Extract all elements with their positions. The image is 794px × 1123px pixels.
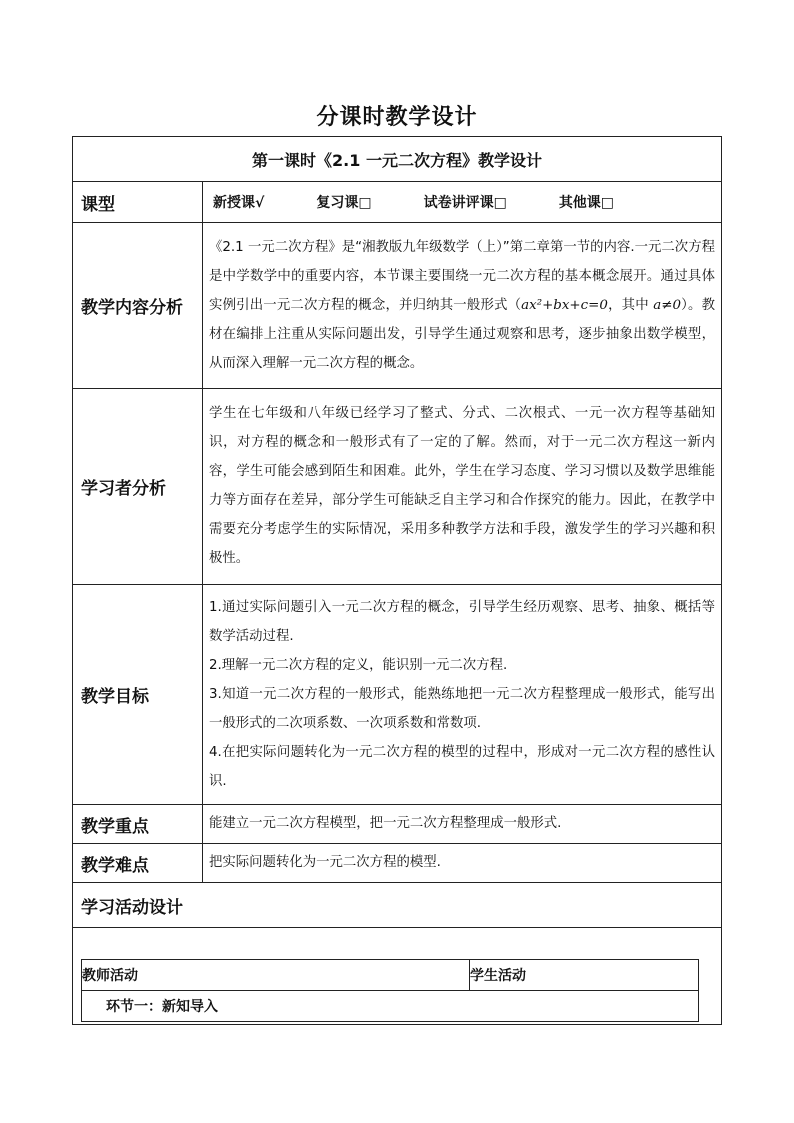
lesson-type-row <box>73 182 722 223</box>
content-analysis-text-part: ）。教材在编排上注重从实际问题出发，引导学生通过观察和思考，逐步抽象出数学模型，从而深入理解一元二次方程的概念。 <box>209 297 715 371</box>
objective-item: 4.在把实际问题转化为一元二次方程的模型的过程中，形成对一元二次方程的感性认识. <box>209 744 715 789</box>
teacher-activity-header: 教师活动 <box>82 960 470 991</box>
difficulties-row <box>73 844 722 883</box>
content-analysis-text <box>203 223 722 389</box>
content-analysis-label: 教学内容分析 <box>73 223 203 389</box>
difficulties-text: 把实际问题转化为一元二次方程的模型. <box>203 844 722 883</box>
general-form-formula: ax²+bx+c=0 <box>521 297 608 313</box>
page-title: 分课时教学设计 <box>316 104 478 130</box>
difficulties-label: 教学难点 <box>73 844 203 883</box>
objective-item: 2.理解一元二次方程的定义，能识别一元二次方程. <box>209 657 508 673</box>
lesson-type-option: 其他课□ <box>558 195 615 211</box>
lesson-type-option: 新授课√ <box>213 195 265 211</box>
key-points-text: 能建立一元二次方程模型，把一元二次方程整理成一般形式. <box>203 805 722 844</box>
content-analysis-row <box>73 223 722 389</box>
objectives-list <box>203 585 722 805</box>
lesson-type-options <box>203 182 722 223</box>
key-points-label: 教学重点 <box>73 805 203 844</box>
activity-design-heading: 学习活动设计 <box>73 883 722 928</box>
objective-item: 3.知道一元二次方程的一般形式，能熟练地把一元二次方程整理成一般形式，能写出一般形式的二次项系数、一次项系数和常数项. <box>209 686 715 731</box>
lesson-title: 第一课时《2.1 一元二次方程》教学设计 <box>73 137 722 182</box>
key-points-row <box>73 805 722 844</box>
objectives-label: 教学目标 <box>73 585 203 805</box>
content-analysis-text-part: ，其中 <box>607 297 654 313</box>
student-activity-header: 学生活动 <box>470 960 699 991</box>
activity-table <box>81 959 699 1022</box>
content-analysis-text-part: 《2.1 一元二次方程》是“湘教版九年级数学（上）”第二章第一节的内容.一元二次方程是中学数学中的重要内容，本节课主要围绕一元二次方程的基本概念展开。通过具体实例引出一元二次方程的概念，并归纳其一般形式（ <box>209 239 715 313</box>
learner-analysis-row <box>73 389 722 585</box>
lesson-type-label: 课型 <box>73 182 203 223</box>
lesson-plan-table <box>72 136 722 1025</box>
learner-analysis-label: 学习者分析 <box>73 389 203 585</box>
lesson-type-option: 复习课□ <box>316 195 372 211</box>
section-one-heading: 环节一：新知导入 <box>82 991 699 1022</box>
objective-item: 1.通过实际问题引入一元二次方程的概念，引导学生经历观察、思考、抽象、概括等数学活动过程. <box>209 599 715 644</box>
activity-design-body <box>73 928 722 1025</box>
formula-condition: a≠0 <box>653 297 681 313</box>
objectives-row <box>73 585 722 805</box>
learner-analysis-text: 学生在七年级和八年级已经学习了整式、分式、二次根式、一元一次方程等基础知识，对方程的概念和一般形式有了一定的了解。然而，对于一元二次方程这一新内容，学生可能会感到陌生和困难。此外，学生在学习态度、学习习惯以及数学思维能力等方面存在差异，部分学生可能缺乏自主学习和合作探究的能力。因此，在教学中需要充分考虑学生的实际情况，采用多种教学方法和手段，激发学生的学习兴趣和积极性。 <box>203 389 722 585</box>
lesson-type-option: 试卷讲评课□ <box>423 195 507 211</box>
